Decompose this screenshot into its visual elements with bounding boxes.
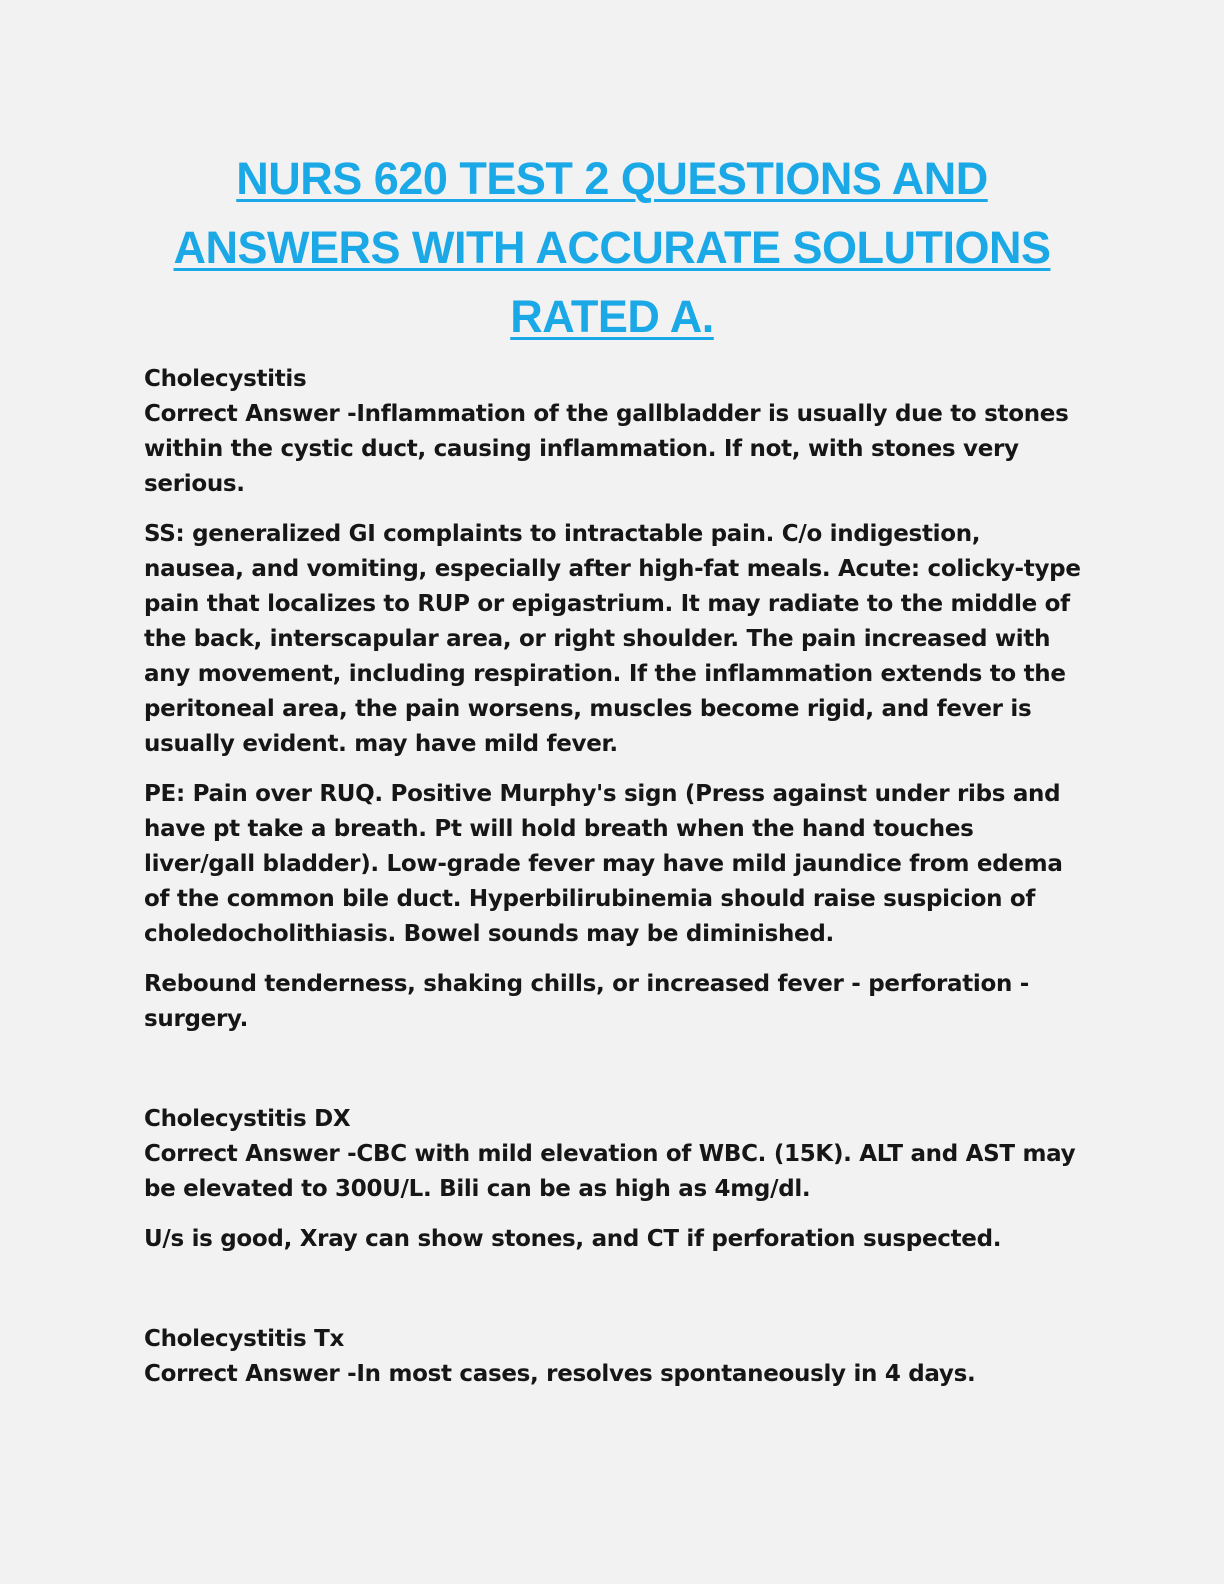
title-line-2: ANSWERS WITH ACCURATE SOLUTIONS	[173, 222, 1051, 273]
qa-entry-cholecystitis	[144, 362, 1084, 1037]
title-line-3: RATED A.	[510, 291, 714, 342]
title-line-1: NURS 620 TEST 2 QUESTIONS AND	[236, 153, 988, 204]
answer-paragraph: Correct Answer -In most cases, resolves spontaneously in 4 days.	[144, 1361, 976, 1387]
answer-paragraph: PE: Pain over RUQ. Positive Murphy's sign (Press against under ribs and have pt take a breath. Pt will hold breath when the hand touches liver/gall bladder). Low-grade fever may have mild jaundice from edema of the common bile duct. Hyperbilirubinemia should raise suspicion of choledocholithiasis. Bowel sounds may be diminished.	[144, 781, 1063, 947]
answer-paragraph: Correct Answer -Inflammation of the gallbladder is usually due to stones within the cystic duct, causing inflammation. If not, with stones very serious.	[144, 401, 1069, 497]
entry-spacer	[144, 1052, 1084, 1102]
question-text: Cholecystitis	[144, 366, 307, 392]
entry-spacer	[144, 1272, 1084, 1322]
answer-paragraph: SS: generalized GI complaints to intractable pain. C/o indigestion, nausea, and vomiting, especially after high-fat meals. Acute: colicky-type pain that localizes to RUP or epigastrium. It may radiate to the middle of the back, interscapular area, or right shoulder. The pain increased with any movement, including respiration. If the inflammation extends to the peritoneal area, the pain worsens, muscles become rigid, and fever is usually evident. may have mild fever.	[144, 521, 1081, 757]
answer-paragraph: U/s is good, Xray can show stones, and CT if perforation suspected.	[144, 1226, 1002, 1252]
question-text: Cholecystitis Tx	[144, 1326, 345, 1352]
qa-entry-cholecystitis-tx	[144, 1322, 1084, 1392]
qa-content	[144, 362, 1084, 1407]
document-title	[150, 144, 1074, 351]
answer-paragraph: Correct Answer -CBC with mild elevation of WBC. (15K). ALT and AST may be elevated to 300U/L. Bili can be as high as 4mg/dl.	[144, 1141, 1076, 1202]
question-text: Cholecystitis DX	[144, 1106, 351, 1132]
answer-paragraph: Rebound tenderness, shaking chills, or increased fever - perforation - surgery.	[144, 971, 1030, 1032]
qa-entry-cholecystitis-dx	[144, 1102, 1084, 1257]
